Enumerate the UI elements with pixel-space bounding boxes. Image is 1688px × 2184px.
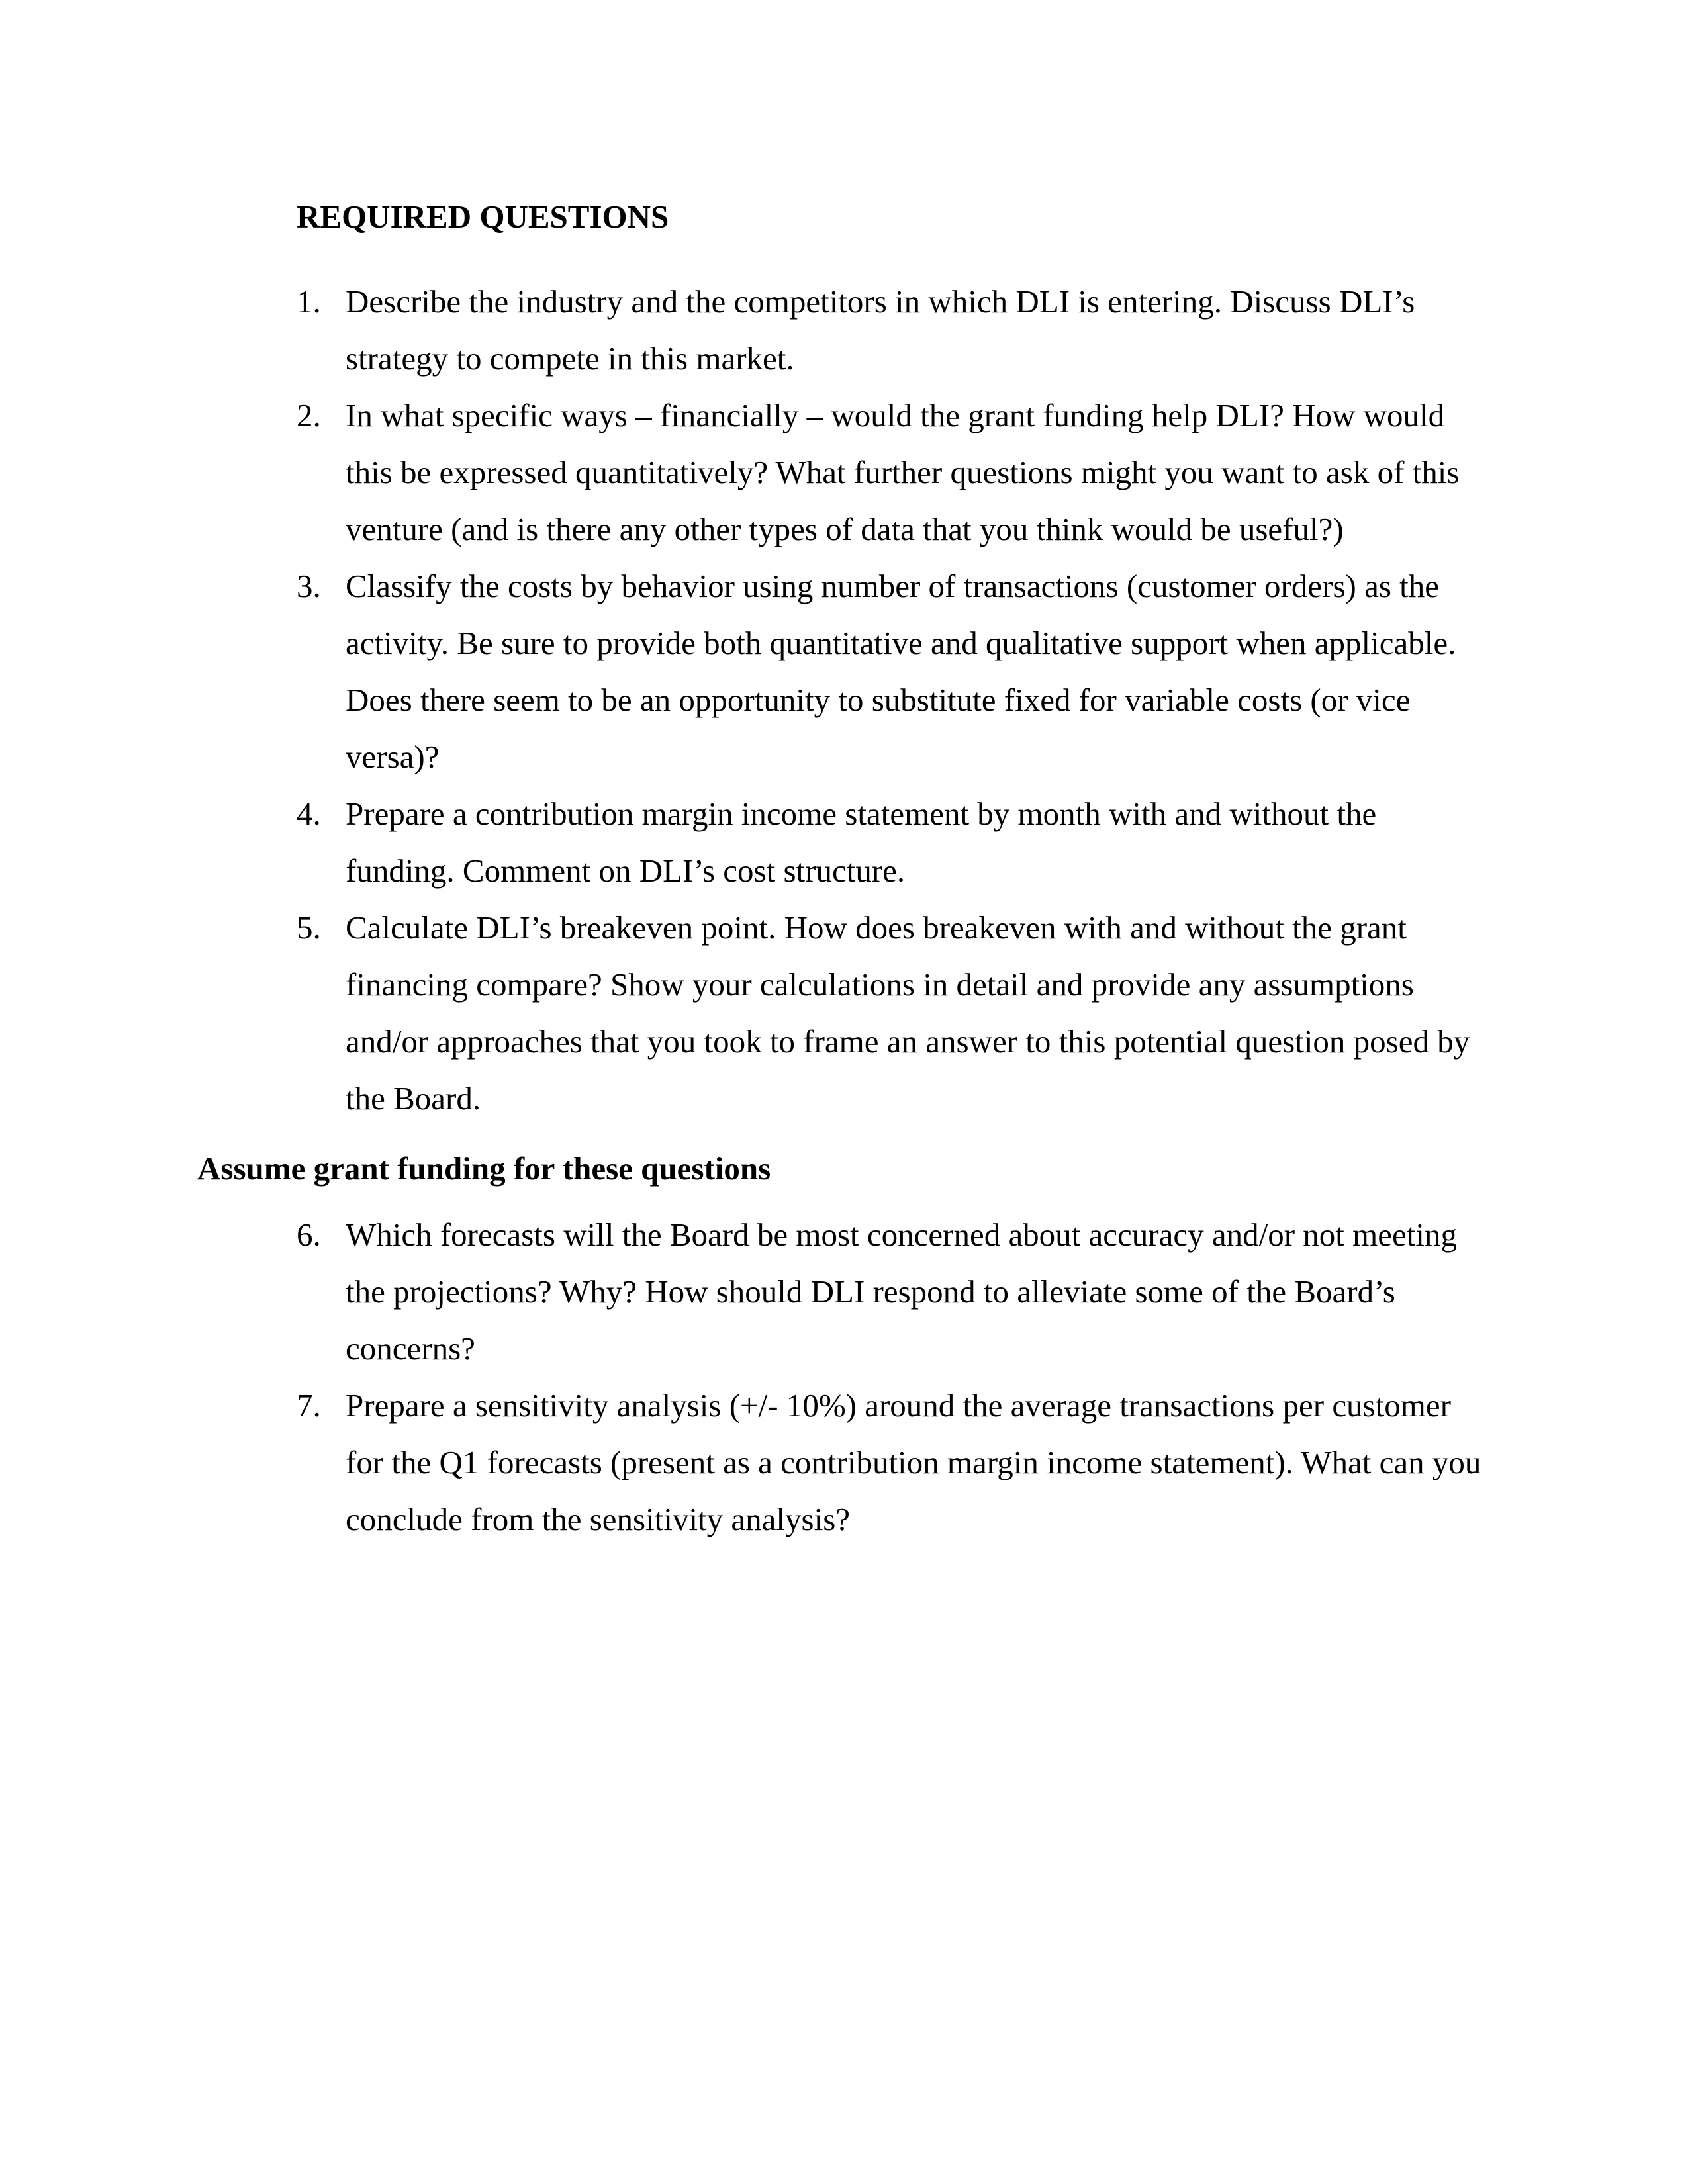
- question-number: 4.: [297, 796, 321, 832]
- question-item-5: [297, 899, 1488, 1127]
- question-item-6: [297, 1206, 1488, 1377]
- question-number: 1.: [297, 283, 321, 320]
- question-text: In what specific ways – financially – would the grant funding help DLI? How would this be expressed quantitatively? What further questions might you want to ask of this venture (and is there any other types of data that you think would be useful?): [346, 397, 1460, 547]
- question-number: 2.: [297, 397, 321, 433]
- question-number: 7.: [297, 1387, 321, 1424]
- question-text: Which forecasts will the Board be most concerned about accuracy and/or not meeting the projections? Why? How should DLI respond to alleviate some of the Board’s concerns?: [346, 1216, 1457, 1367]
- question-item-3: [297, 558, 1488, 786]
- question-text: Calculate DLI’s breakeven point. How does breakeven with and without the grant financing compare? Show your calculations in detail and provide any assumptions and/or approaches that you took to frame an answer to this potential question posed by the Board.: [346, 909, 1470, 1116]
- question-text: Prepare a contribution margin income statement by month with and without the funding. Comment on DLI’s cost structure.: [346, 796, 1377, 889]
- question-item-7: [297, 1377, 1488, 1548]
- question-number: 6.: [297, 1216, 321, 1253]
- question-item-1: [297, 273, 1488, 387]
- question-text: Describe the industry and the competitors in which DLI is entering. Discuss DLI’s strategy to compete in this market.: [346, 283, 1415, 377]
- grant-funding-questions-list: [297, 1206, 1488, 1548]
- question-text: Classify the costs by behavior using number of transactions (customer orders) as the activity. Be sure to provide both quantitative and qualitative support when applicable. Does there seem to be an opportunity to substitute fixed for variable costs (or vice versa)?: [346, 568, 1456, 775]
- question-item-2: [297, 387, 1488, 558]
- question-number: 3.: [297, 568, 321, 604]
- section-heading: Assume grant funding for these questions: [197, 1150, 771, 1187]
- question-number: 5.: [297, 909, 321, 946]
- page-title: REQUIRED QUESTIONS: [297, 199, 669, 235]
- required-questions-list: [297, 273, 1488, 1127]
- question-item-4: [297, 786, 1488, 899]
- question-text: Prepare a sensitivity analysis (+/- 10%) around the average transactions per customer for the Q1 forecasts (present as a contribution margin income statement). What can you conclude from the sensitivity analysis?: [346, 1387, 1481, 1537]
